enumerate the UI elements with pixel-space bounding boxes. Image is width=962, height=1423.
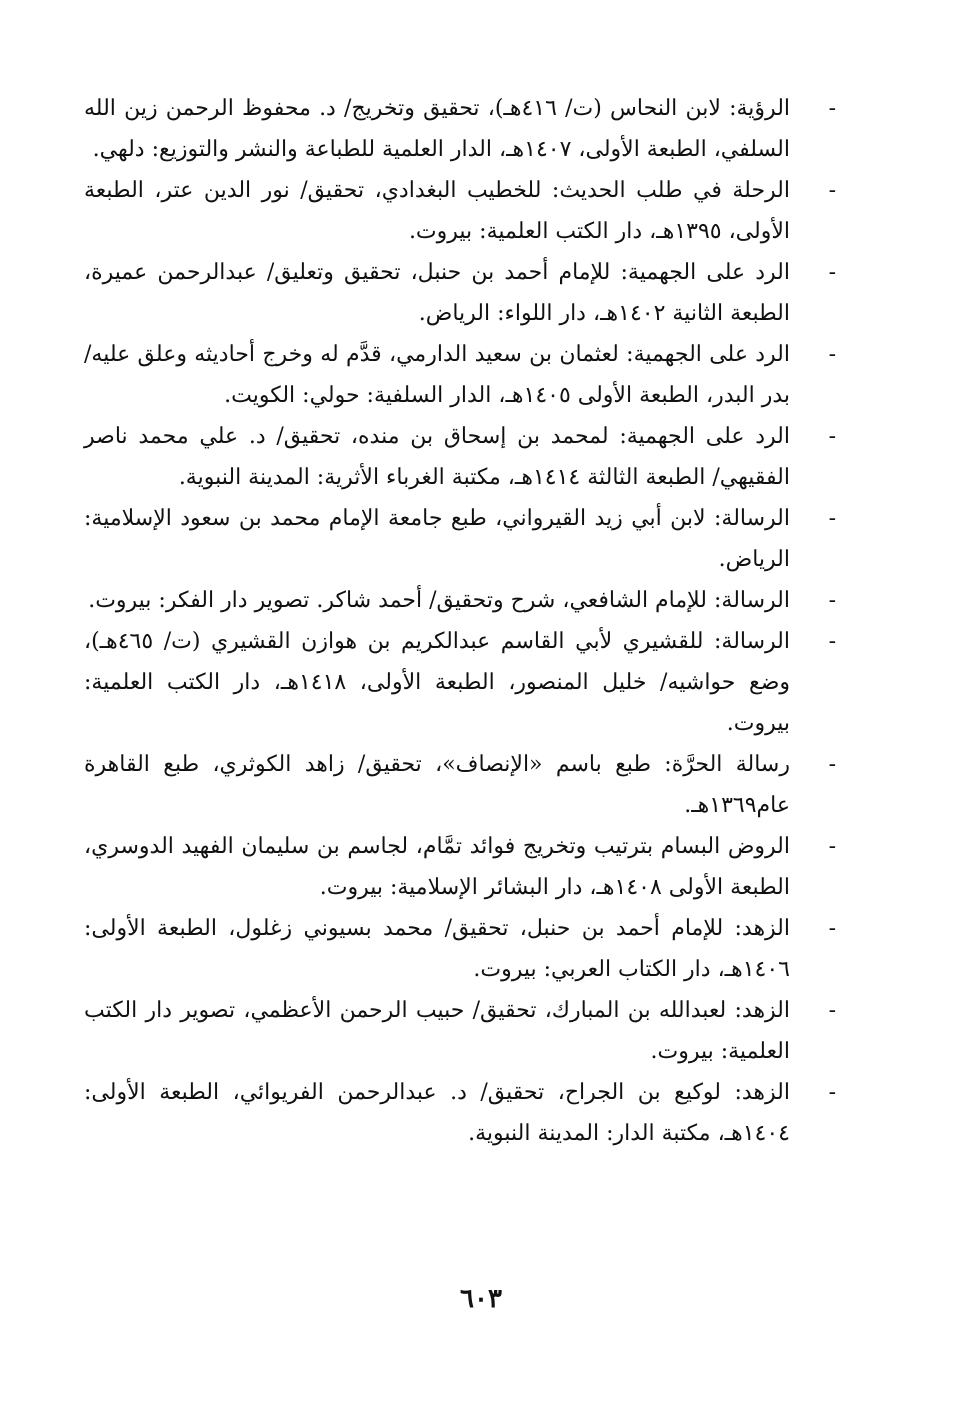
entry-dash: - bbox=[828, 342, 836, 367]
entry-text: الروض البسام بترتيب وتخريج فوائد تمَّام، لجاسم بن سليمان الفهيد الدوسري، الطبعة الأولى ١٤٠٨هـ، دار البشائر الإسلامية: بيروت. bbox=[84, 834, 790, 900]
bibliography-entry bbox=[84, 826, 836, 908]
entry-dash: - bbox=[828, 629, 836, 654]
bibliography-entry bbox=[84, 621, 836, 744]
page-number: ٦٠٣ bbox=[460, 1284, 502, 1314]
entry-text: الزهد: لعبدالله بن المبارك، تحقيق/ حبيب الرحمن الأعظمي، تصوير دار الكتب العلمية: بيروت. bbox=[84, 998, 790, 1064]
bibliography-entry bbox=[84, 416, 836, 498]
bibliography-entry bbox=[84, 498, 836, 580]
entry-dash: - bbox=[828, 96, 836, 121]
entry-text: الرحلة في طلب الحديث: للخطيب البغدادي، تحقيق/ نور الدين عتر، الطبعة الأولى، ١٣٩٥هـ، دار الكتب العلمية: بيروت. bbox=[84, 178, 790, 244]
entry-text: الرد على الجهمية: لمحمد بن إسحاق بن منده، تحقيق/ د. علي محمد ناصر الفقيهي/ الطبعة الثالثة ١٤١٤هـ، مكتبة الغرباء الأثرية: المدينة النبوية. bbox=[84, 424, 790, 490]
bibliography-entry bbox=[84, 88, 836, 170]
entry-text: رسالة الحرَّة: طبع باسم «الإنصاف»، تحقيق/ زاهد الكوثري، طبع القاهرة عام١٣٦٩هـ. bbox=[84, 752, 790, 818]
bibliography-entry bbox=[84, 744, 836, 826]
entry-text: الزهد: للإمام أحمد بن حنبل، تحقيق/ محمد بسيوني زغلول، الطبعة الأولى: ١٤٠٦هـ، دار الكتاب العربي: بيروت. bbox=[84, 916, 790, 982]
bibliography-entry bbox=[84, 170, 836, 252]
entry-dash: - bbox=[828, 506, 836, 531]
entry-text: الرؤية: لابن النحاس (ت/ ٤١٦هـ)، تحقيق وتخريج/ د. محفوظ الرحمن زين الله السلفي، الطبعة الأولى، ١٤٠٧هـ، الدار العلمية للطباعة والنشر والتوزيع: دلهي. bbox=[84, 96, 791, 162]
entry-text: الرسالة: للإمام الشافعي، شرح وتحقيق/ أحمد شاكر. تصوير دار الفكر: بيروت. bbox=[88, 588, 790, 613]
bibliography-entry bbox=[84, 580, 836, 621]
entry-dash: - bbox=[828, 588, 836, 613]
entry-text: الرد على الجهمية: للإمام أحمد بن حنبل، تحقيق وتعليق/ عبدالرحمن عميرة، الطبعة الثانية ١٤٠٢هـ، دار اللواء: الرياض. bbox=[84, 260, 790, 326]
entry-dash: - bbox=[828, 916, 836, 941]
entry-text: الرسالة: للقشيري لأبي القاسم عبدالكريم بن هوازن القشيري (ت/ ٤٦٥هـ)، وضع حواشيه/ خليل المنصور، الطبعة الأولى، ١٤١٨هـ، دار الكتب العلمية: بيروت. bbox=[84, 629, 790, 736]
bibliography-entry bbox=[84, 334, 836, 416]
entry-text: الزهد: لوكيع بن الجراح، تحقيق/ د. عبدالرحمن الفريوائي، الطبعة الأولى: ١٤٠٤هـ، مكتبة الدار: المدينة النبوية. bbox=[84, 1080, 790, 1146]
entry-dash: - bbox=[828, 998, 836, 1023]
bibliography-list bbox=[84, 88, 836, 1154]
bibliography-entry bbox=[84, 990, 836, 1072]
entry-text: الرسالة: لابن أبي زيد القيرواني، طبع جامعة الإمام محمد بن سعود الإسلامية: الرياض. bbox=[84, 506, 790, 572]
bibliography-entry bbox=[84, 252, 836, 334]
entry-text: الرد على الجهمية: لعثمان بن سعيد الدارمي، قدَّم له وخرج أحاديثه وعلق عليه/ بدر البدر، الطبعة الأولى ١٤٠٥هـ، الدار السلفية: حولي: الكويت. bbox=[84, 342, 790, 408]
entry-dash: - bbox=[828, 834, 836, 859]
entry-dash: - bbox=[828, 1080, 836, 1105]
bibliography-entry bbox=[84, 1072, 836, 1154]
entry-dash: - bbox=[828, 424, 836, 449]
entry-dash: - bbox=[828, 260, 836, 285]
entry-dash: - bbox=[828, 752, 836, 777]
entry-dash: - bbox=[828, 178, 836, 203]
bibliography-entry bbox=[84, 908, 836, 990]
